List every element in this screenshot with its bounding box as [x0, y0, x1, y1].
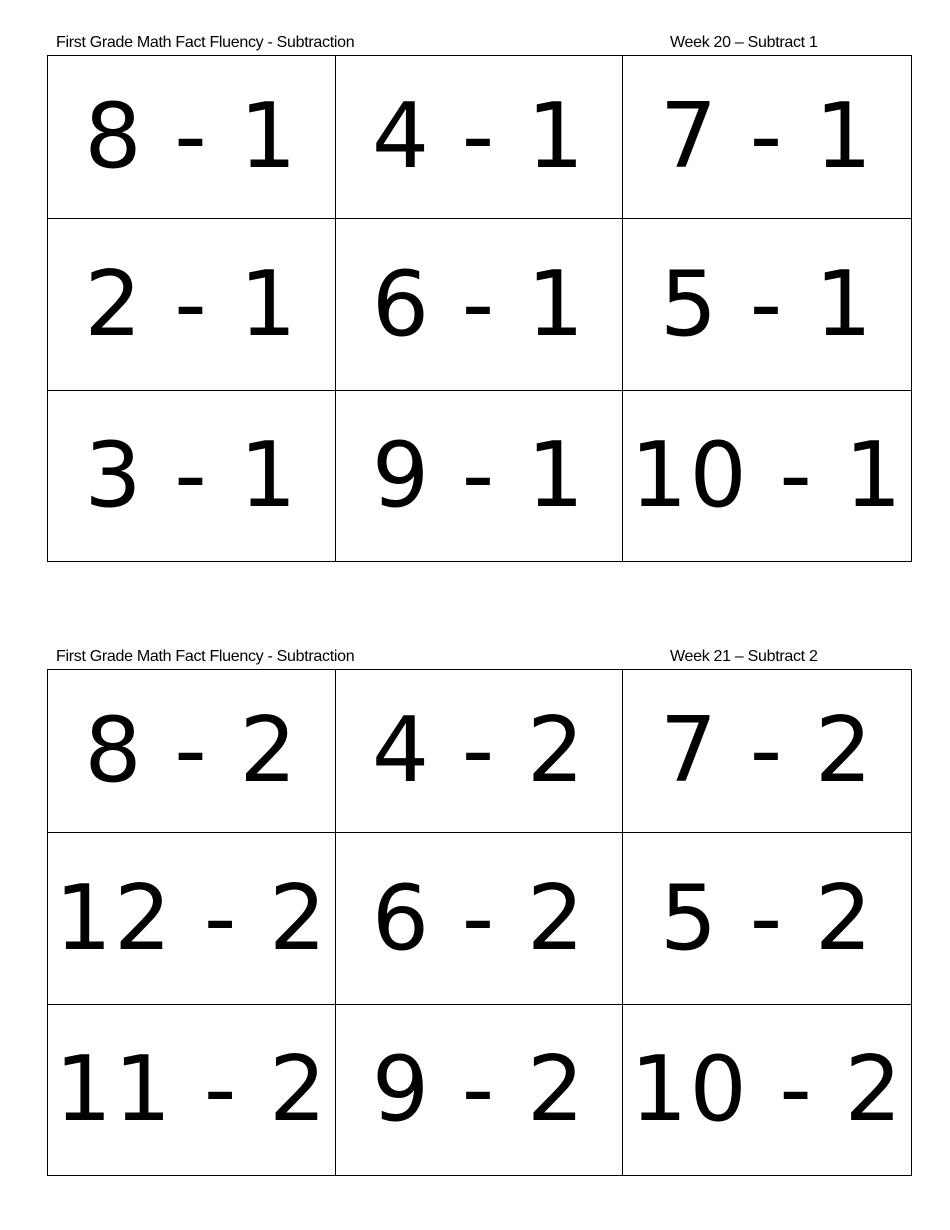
fact-card: [336, 56, 623, 219]
fact-card: [623, 1005, 911, 1175]
fact-text: 4 - 2: [371, 698, 587, 803]
fact-card: [623, 219, 911, 391]
fact-card: [336, 391, 623, 561]
fact-card: [623, 833, 911, 1005]
fact-text: 6 - 2: [371, 865, 587, 971]
fact-text: 5 - 1: [659, 251, 875, 357]
fact-text: 5 - 2: [659, 865, 875, 971]
fact-card: [623, 56, 911, 219]
fact-text: 2 - 1: [84, 251, 299, 357]
fact-card: [48, 56, 336, 219]
fact-card: [48, 391, 336, 561]
fact-text: 7 - 2: [659, 698, 875, 803]
sheet-header: [47, 646, 911, 669]
fact-grid: [47, 669, 912, 1176]
flashcard-sheet: [47, 32, 911, 562]
sheet-title: First Grade Math Fact Fluency - Subtraction: [56, 648, 355, 665]
fact-grid: [47, 55, 912, 562]
fact-text: 8 - 1: [84, 84, 299, 189]
fact-card: [48, 670, 336, 833]
fact-text: 9 - 1: [371, 423, 587, 528]
fact-card: [623, 670, 911, 833]
fact-card: [336, 1005, 623, 1175]
fact-text: 11 - 2: [54, 1037, 329, 1142]
sheet-header: [47, 32, 911, 55]
fact-card: [48, 1005, 336, 1175]
fact-text: 8 - 2: [84, 698, 299, 803]
fact-card: [48, 833, 336, 1005]
fact-text: 6 - 1: [371, 251, 587, 357]
week-label: Week 20 – Subtract 1: [670, 34, 818, 51]
fact-card: [623, 391, 911, 561]
fact-text: 10 - 1: [630, 423, 904, 528]
fact-card: [48, 219, 336, 391]
fact-text: 4 - 1: [371, 84, 587, 189]
fact-text: 3 - 1: [84, 423, 299, 528]
fact-text: 9 - 2: [371, 1037, 587, 1142]
fact-text: 7 - 1: [659, 84, 875, 189]
fact-card: [336, 833, 623, 1005]
week-label: Week 21 – Subtract 2: [670, 648, 818, 665]
fact-text: 12 - 2: [54, 865, 329, 971]
fact-text: 10 - 2: [630, 1037, 904, 1142]
fact-card: [336, 670, 623, 833]
sheet-title: First Grade Math Fact Fluency - Subtraction: [56, 34, 355, 51]
fact-card: [336, 219, 623, 391]
flashcard-sheet: [47, 646, 911, 1176]
